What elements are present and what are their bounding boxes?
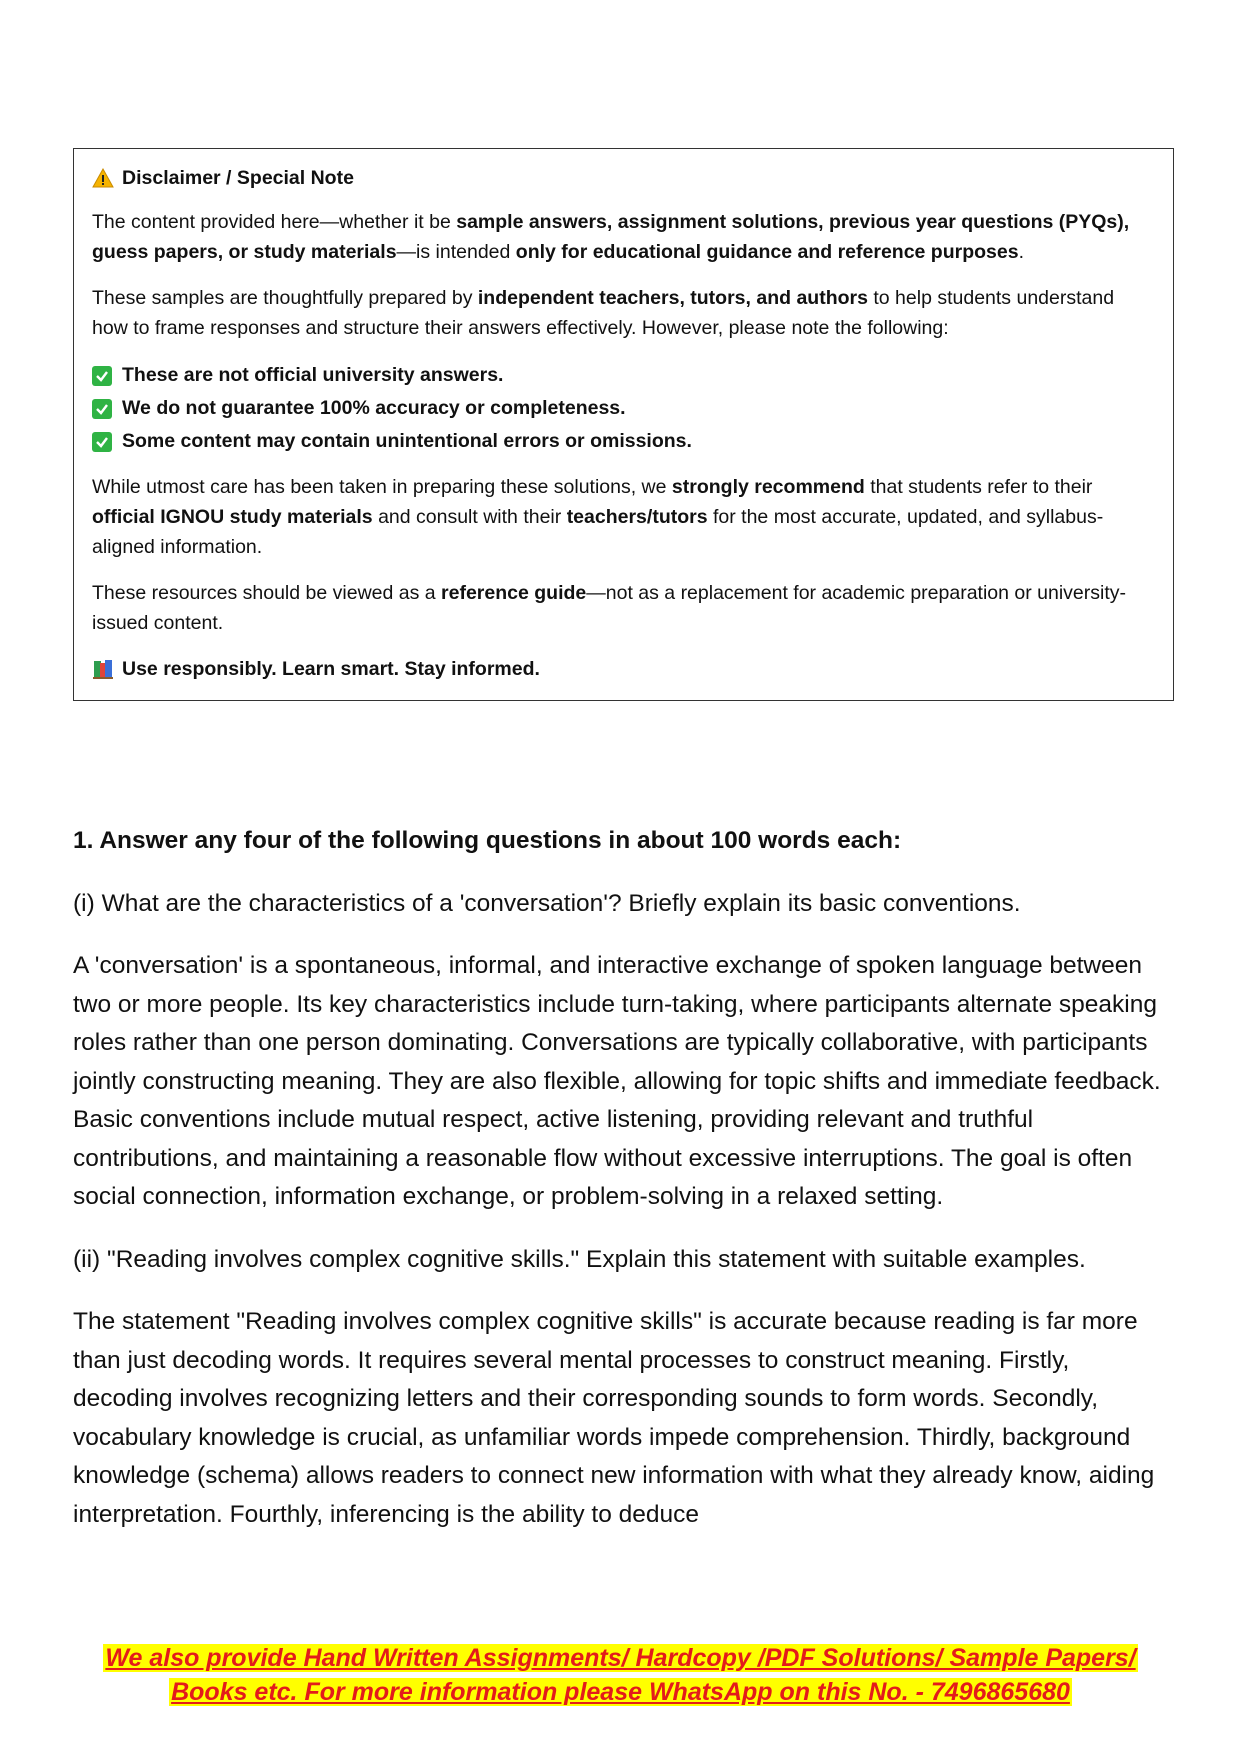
promo-line-2: Books etc. For more information please WhatsApp on this No. - 7496865680: [171, 1678, 1070, 1706]
answer-1: A 'conversation' is a spontaneous, informal, and interactive exchange of spoken language between two or more people. Its key characteristics include turn-taking, where participants alternate speaking roles rather than one person dominating. Conversations are typically collaborative, with participants jointly constructing meaning. They are also flexible, allowing for topic shifts and immediate feedback. Basic conventions include mutual respect, active listening, providing relevant and truthful contributions, and maintaining a reasonable flow without excessive interruptions. The goal is often social connection, information exchange, or problem-solving in a relaxed setting.: [73, 952, 1161, 1210]
warning-icon: [92, 168, 114, 188]
disclaimer-paragraph-3: While utmost care has been taken in preparing these solutions, we strongly recommend that students refer to their official IGNOU study materials and consult with their teachers/tutors for the most accurate, updated, and syllabus-aligned information.: [92, 476, 1104, 558]
answer-2: The statement "Reading involves complex cognitive skills" is accurate because reading is far more than just decoding words. It requires several mental processes to construct meaning. Firstly, decoding involves recognizing letters and their corresponding sounds to form words. Secondly, vocabulary knowledge is crucial, as unfamiliar words impede comprehension. Thirdly, background knowledge (schema) allows readers to connect new information with what they already know, aiding interpretation. Fourthly, inferencing is the ability to deduce: [73, 1308, 1155, 1528]
section-heading: 1. Answer any four of the following questions in about 100 words each:: [73, 827, 902, 854]
disclaimer-paragraph-4: These resources should be viewed as a reference guide—not as a replacement for academic preparation or university-issued content.: [92, 582, 1127, 634]
check-icon: [92, 432, 112, 452]
answer-content: [73, 822, 1173, 1558]
disclaimer-box: [73, 148, 1174, 701]
check-item: These are not official university answers.: [92, 359, 1155, 392]
question-1: (i) What are the characteristics of a 'conversation'? Briefly explain its basic conventions.: [73, 889, 1021, 917]
disclaimer-title-text: Disclaimer / Special Note: [122, 167, 354, 189]
check-icon: [92, 366, 112, 386]
disclaimer-footer: Use responsibly. Learn smart. Stay informed.: [92, 654, 1155, 684]
checklist: [92, 359, 1155, 458]
promo-line-1: We also provide Hand Written Assignments/ Hardcopy /PDF Solutions/ Sample Papers/: [105, 1644, 1136, 1672]
check-item: Some content may contain unintentional errors or omissions.: [92, 425, 1155, 458]
disclaimer-paragraph-1: The content provided here—whether it be sample answers, assignment solutions, previous year questions (PYQs), guess papers, or study materials—is intended only for educational guidance and reference purposes.: [92, 211, 1130, 263]
check-icon: [92, 399, 112, 419]
disclaimer-title: [92, 163, 1155, 193]
books-icon: [92, 658, 114, 680]
question-2: (ii) "Reading involves complex cognitive skills." Explain this statement with suitable examples.: [73, 1245, 1086, 1273]
disclaimer-paragraph-2: These samples are thoughtfully prepared by independent teachers, tutors, and authors to help students understand how to frame responses and structure their answers effectively. However, please note the following:: [92, 287, 1115, 339]
check-item: We do not guarantee 100% accuracy or completeness.: [92, 392, 1155, 425]
promo-banner: [0, 1641, 1241, 1709]
